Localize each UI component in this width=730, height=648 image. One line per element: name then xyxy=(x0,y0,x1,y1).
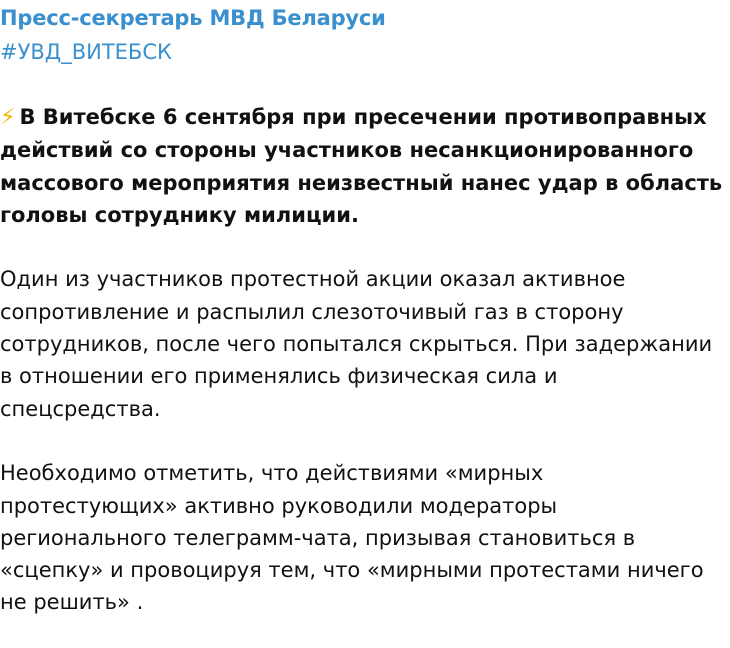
message-line: «сцепку» и провоцируя тем, что «мирными протестами ничего xyxy=(0,558,704,583)
message-line: головы сотруднику милиции. xyxy=(0,202,359,227)
message-paragraph-lead xyxy=(0,101,730,231)
message-line: в отношении его применялись физическая сила и xyxy=(0,364,558,389)
message-paragraph xyxy=(0,457,730,618)
message-line: сопротивление и распылил слезоточивый газ в сторону xyxy=(0,299,624,324)
message-line: не решить» . xyxy=(0,590,144,615)
message-line xyxy=(0,101,730,134)
message-line: Необходимо отметить, что действиями «мирных xyxy=(0,461,544,486)
hashtag-link[interactable]: #УВД_ВИТЕБСК xyxy=(0,40,172,64)
message-line: протестующих» активно руководили модераторы xyxy=(0,493,558,518)
message-line: Один из участников протестной акции оказал активное xyxy=(0,267,626,292)
message-line: спецсредства. xyxy=(0,396,161,421)
message-body xyxy=(0,101,730,648)
message-paragraph xyxy=(0,263,730,424)
lightning-icon: ⚡ xyxy=(0,105,16,130)
message-line: массового мероприятия неизвестный нанес удар в область xyxy=(0,170,723,195)
message-line: сотрудников, после чего попытался скрыться. При задержании xyxy=(0,332,713,357)
message-line: регионального телеграмм-чата, призывая становиться в xyxy=(0,525,636,550)
message-text: В Витебске 6 сентября при пресечении противоправных xyxy=(19,105,707,129)
message-line: действий со стороны участников несанкционированного xyxy=(0,138,694,163)
sender-name[interactable]: Пресс-секретарь МВД Беларуси xyxy=(0,6,386,30)
